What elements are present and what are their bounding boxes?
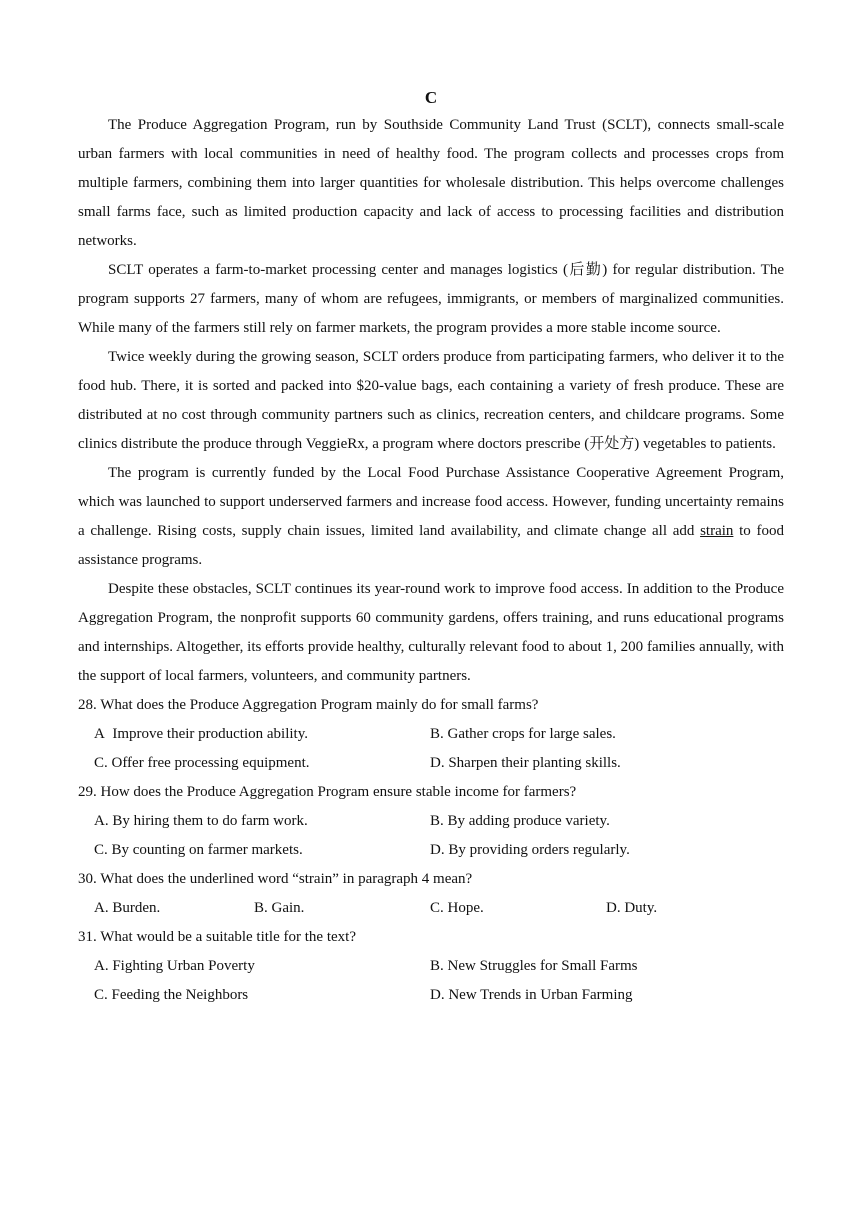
question-31-stem: 31. What would be a suitable title for the text? bbox=[78, 929, 356, 945]
paragraph-2: SCLT operates a farm-to-market processing center and manages logistics (后勤) for regular distribution. The program supports 27 farmers, many of whom are refugees, immigrants, or members of marginalized communities. While many of the farmers still rely on farmer markets, the program provides a more stable income source. bbox=[78, 262, 784, 336]
question-31 bbox=[78, 923, 784, 1010]
question-28-stem: 28. What does the Produce Aggregation Program mainly do for small farms? bbox=[78, 697, 539, 713]
paragraph-4 bbox=[78, 459, 784, 575]
section-heading: C bbox=[424, 88, 438, 107]
question-28 bbox=[78, 691, 784, 778]
paragraph-1: The Produce Aggregation Program, run by Southside Community Land Trust (SCLT), connects small-scale urban farmers with local communities in need of healthy food. The program collects and processes crops from multiple farmers, combining them into larger quantities for wholesale distribution. This helps overcome challenges small farms face, such as limited production capacity and lack of access to processing facilities and distribution networks. bbox=[78, 117, 784, 249]
question-30-stem: 30. What does the underlined word “strain” in paragraph 4 mean? bbox=[78, 871, 473, 887]
option-30-a[interactable]: A. Burden. bbox=[94, 900, 161, 916]
paragraph-5: Despite these obstacles, SCLT continues its year-round work to improve food access. In addition to the Produce Aggregation Program, the nonprofit supports 60 community gardens, offers training, and runs educational programs and internships. Altogether, its efforts provide healthy, culturally relevant food to about 1, 200 families annually, with the support of local farmers, volunteers, and community partners. bbox=[78, 581, 784, 684]
reading-passage-page bbox=[78, 84, 784, 1010]
option-30-c[interactable]: C. Hope. bbox=[430, 900, 484, 916]
question-31-options bbox=[78, 952, 784, 1010]
option-29-b[interactable]: B. By adding produce variety. bbox=[430, 813, 610, 829]
paragraph-4-text-after: to food assistance programs. bbox=[78, 523, 784, 568]
option-29-c[interactable]: C. By counting on farmer markets. bbox=[94, 842, 303, 858]
question-29-options bbox=[78, 807, 784, 865]
option-28-a[interactable]: A Improve their production ability. bbox=[94, 726, 308, 742]
option-31-b[interactable]: B. New Struggles for Small Farms bbox=[430, 958, 638, 974]
option-30-d[interactable]: D. Duty. bbox=[606, 900, 658, 916]
option-29-a[interactable]: A. By hiring them to do farm work. bbox=[94, 813, 308, 829]
question-30-options bbox=[78, 894, 784, 923]
option-28-c[interactable]: C. Offer free processing equipment. bbox=[94, 755, 310, 771]
question-29-stem: 29. How does the Produce Aggregation Program ensure stable income for farmers? bbox=[78, 784, 577, 800]
option-29-d[interactable]: D. By providing orders regularly. bbox=[430, 842, 630, 858]
option-31-c[interactable]: C. Feeding the Neighbors bbox=[94, 987, 249, 1003]
paragraph-3: Twice weekly during the growing season, SCLT orders produce from participating farmers, who deliver it to the food hub. There, it is sorted and packed into $20-value bags, each containing a variety of fresh produce. These are distributed at no cost through community partners such as clinics, recreation centers, and childcare programs. Some clinics distribute the produce through VeggieRx, a program where doctors prescribe (开处方) vegetables to patients. bbox=[78, 349, 784, 452]
option-28-b[interactable]: B. Gather crops for large sales. bbox=[430, 726, 616, 742]
option-28-d[interactable]: D. Sharpen their planting skills. bbox=[430, 755, 621, 771]
option-30-b[interactable]: B. Gain. bbox=[254, 900, 305, 916]
underlined-word-strain: strain bbox=[700, 523, 734, 539]
option-31-a[interactable]: A. Fighting Urban Poverty bbox=[94, 958, 255, 974]
question-28-options bbox=[78, 720, 784, 778]
option-31-d[interactable]: D. New Trends in Urban Farming bbox=[430, 987, 633, 1003]
question-30 bbox=[78, 865, 784, 923]
question-29 bbox=[78, 778, 784, 865]
paragraph-4-text-before: The program is currently funded by the Local Food Purchase Assistance Cooperative Agreement Program, which was launched to support underserved farmers and increase food access. However, funding uncertainty remains a challenge. Rising costs, supply chain issues, limited land availability, and climate change all add bbox=[78, 465, 784, 539]
